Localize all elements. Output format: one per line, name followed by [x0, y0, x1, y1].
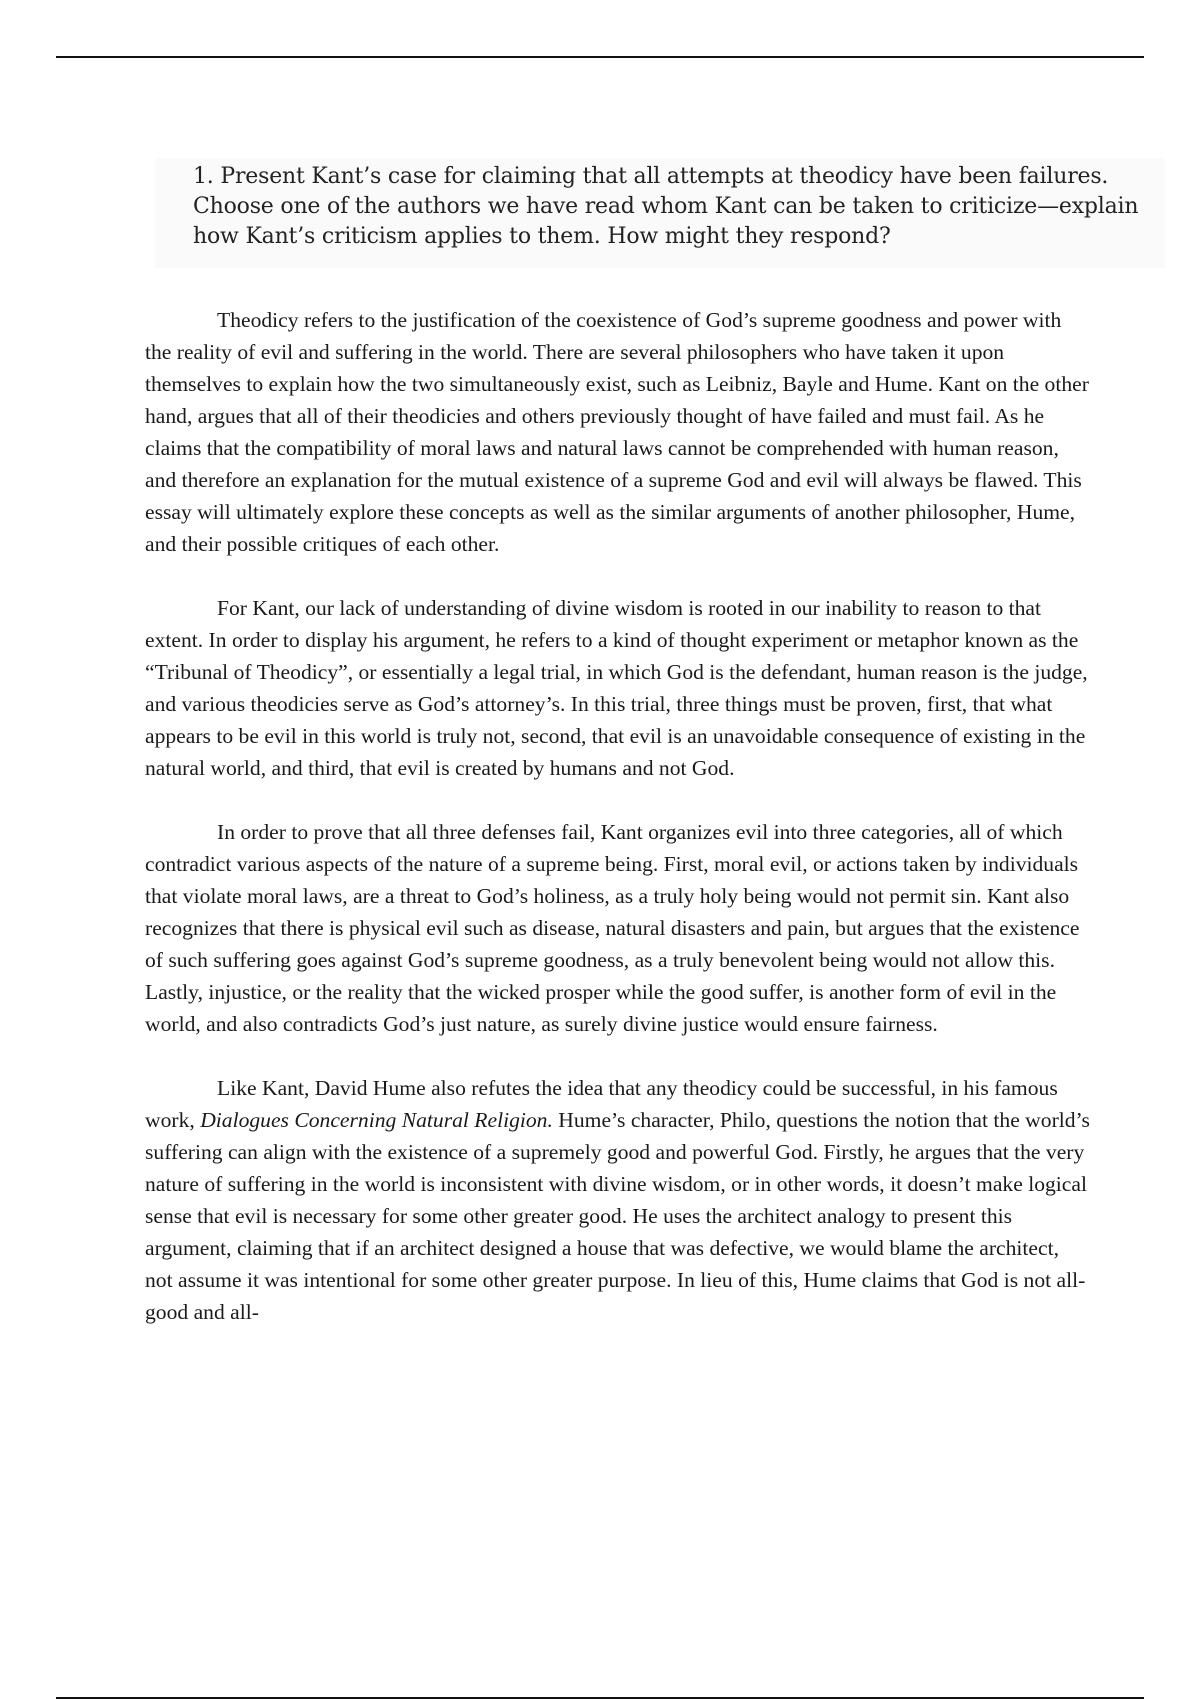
paragraph-4 — [145, 1072, 1090, 1328]
paragraph-3: In order to prove that all three defenses fail, Kant organizes evil into three categories, all of which contradict various aspects of the nature of a supreme being. First, moral evil, or actions taken by individuals that violate moral laws, are a threat to God’s holiness, as a truly holy being would not permit sin. Kant also recognizes that there is physical evil such as disease, natural disasters and pain, but argues that the existence of such suffering goes against God’s supreme goodness, as a truly benevolent being would not allow this. Lastly, injustice, or the reality that the wicked prosper while the good suffer, is another form of evil in the world, and also contradicts God’s just nature, as surely divine justice would ensure fairness. — [145, 820, 1080, 1036]
prompt-text: 1. Present Kant’s case for claiming that all attempts at theodicy have been failures. Choose one of the authors we have read whom Kant can be taken to criticize—explain how Kant’s criticism applies to them. How might they respond? — [193, 164, 1139, 249]
essay-prompt — [155, 158, 1165, 268]
top-rule — [56, 56, 1144, 58]
paragraph-2: For Kant, our lack of understanding of divine wisdom is rooted in our inability to reason to that extent. In order to display his argument, he refers to a kind of thought experiment or metaphor known as the “Tribunal of Theodicy”, or essentially a legal trial, in which God is the defendant, human reason is the judge, and various theodicies serve as God’s attorney’s. In this trial, three things must be proven, first, that what appears to be evil in this world is truly not, second, that evil is an unavoidable consequence of existing in the natural world, and third, that evil is created by humans and not God. — [145, 596, 1088, 780]
book-title: Dialogues Concerning Natural Religion. — [200, 1108, 553, 1132]
paragraph-1: Theodicy refers to the justification of the coexistence of God’s supreme goodness and power with the reality of evil and suffering in the world. There are several philosophers who have taken it upon themselves to explain how the two simultaneously exist, such as Leibniz, Bayle and Hume. Kant on the other hand, argues that all of their theodicies and others previously thought of have failed and must fail. As he claims that the compatibility of moral laws and natural laws cannot be comprehended with human reason, and therefore an explanation for the mutual existence of a supreme God and evil will always be flawed. This essay will ultimately explore these concepts as well as the similar arguments of another philosopher, Hume, and their possible critiques of each other. — [145, 308, 1089, 556]
paragraph-4-end: Hume’s character, Philo, questions the notion that the world’s suffering can align with the existence of a supremely good and powerful God. Firstly, he argues that the very nature of suffering in the world is inconsistent with divine wisdom, or in other words, it doesn’t make logical sense that evil is necessary for some other greater good. He uses the architect analogy to present this argument, claiming that if an architect designed a house that was defective, we would blame the architect, not assume it was intentional for some other greater purpose. In lieu of this, Hume claims that God is not all-good and all- — [145, 1108, 1090, 1324]
bottom-rule — [56, 1697, 1144, 1699]
essay-body — [145, 304, 1090, 1360]
paragraph-4-start: Like Kant, David Hume also refutes the idea that any theodicy could be successful, in his famous work, — [145, 1076, 1058, 1132]
